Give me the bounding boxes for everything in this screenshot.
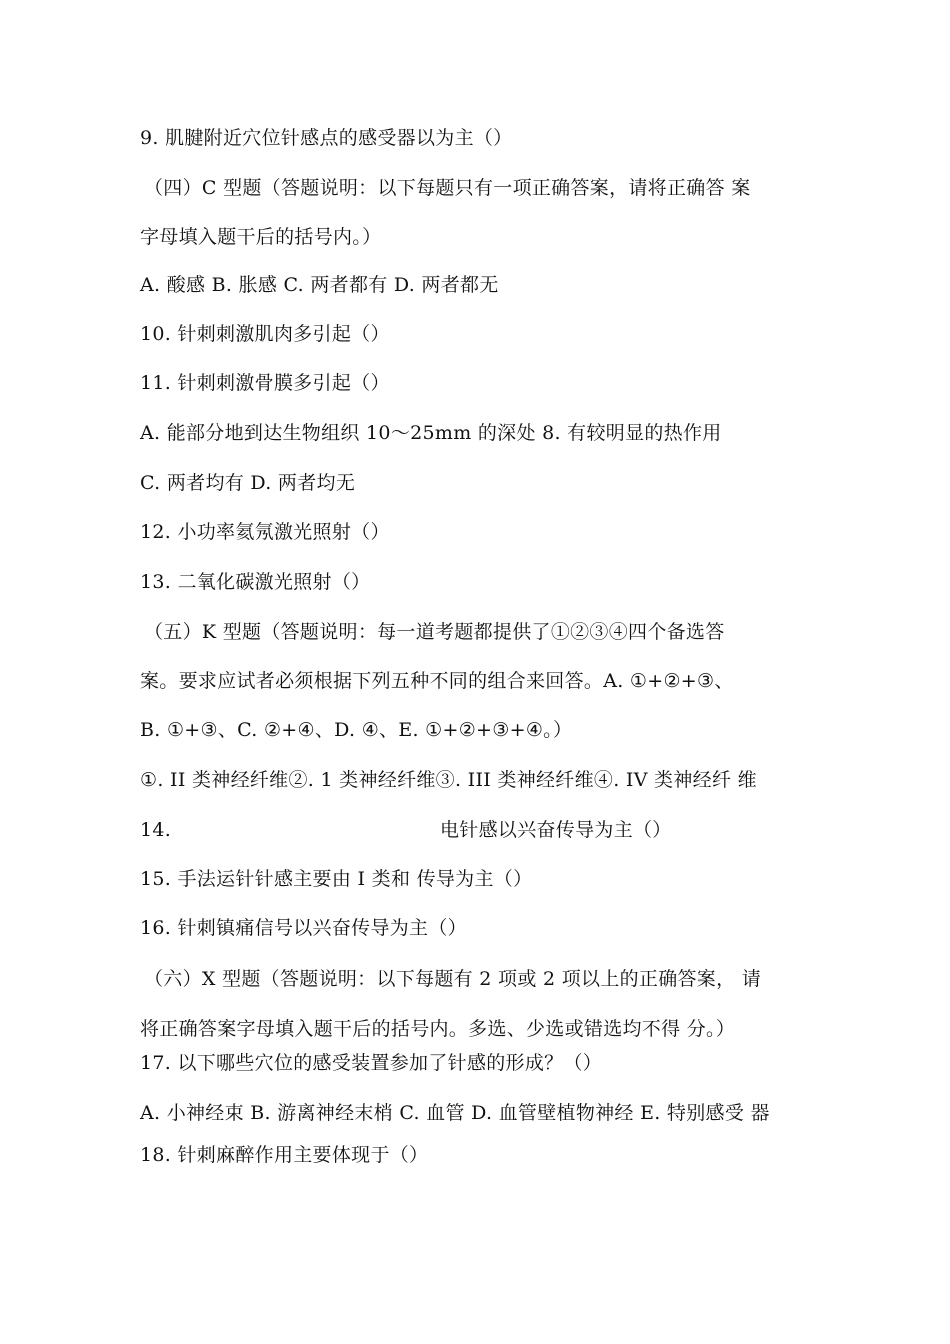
question-13: 13. 二氧化碳激光照射（） bbox=[140, 571, 371, 593]
section-x-instructions-line-1: （六）X 型题（答题说明：以下每题有 2 项或 2 项以上的正确答案， 请 bbox=[144, 968, 762, 990]
section-c-instructions-line-2: 字母填入题干后的括号内。） bbox=[140, 226, 382, 248]
options-k-group: ①. II 类神经纤维②. 1 类神经纤维③. III 类神经纤维④. IV 类神经纤 维 bbox=[140, 769, 757, 791]
section-k-instructions-line-2: 案。要求应试者必须根据下列五种不同的组合来回答。A. ①+②+③、 bbox=[140, 670, 734, 692]
question-10: 10. 针刺刺激肌肉多引起（） bbox=[140, 323, 390, 345]
question-15: 15. 手法运针针感主要由 I 类和 传导为主（） bbox=[140, 868, 533, 890]
options-c-group-2-line-1: A. 能部分地到达生物组织 10〜25mm 的深处 8. 有较明显的热作用 bbox=[140, 422, 722, 444]
options-x-group: A. 小神经束 B. 游离神经末梢 C. 血管 D. 血管壁植物神经 E. 特别感受 器 bbox=[140, 1102, 770, 1124]
question-18: 18. 针刺麻醉作用主要体现于（） bbox=[140, 1144, 429, 1166]
question-14-text: 电针感以兴奋传导为主（） bbox=[440, 819, 672, 841]
section-x-instructions-line-2: 将正确答案字母填入题干后的括号内。多选、少选或错选均不得 分。） bbox=[140, 1018, 736, 1040]
section-k-instructions-line-1: （五）K 型题（答题说明：每一道考题都提供了①②③④四个备选答 bbox=[144, 621, 725, 643]
section-k-instructions-line-3: B. ①+③、C. ②+④、D. ④、E. ①+②+③+④。） bbox=[140, 719, 573, 741]
question-9: 9. 肌腱附近穴位针感点的感受器以为主（） bbox=[140, 127, 513, 149]
question-12: 12. 小功率氦氖激光照射（） bbox=[140, 521, 390, 543]
question-17: 17. 以下哪些穴位的感受装置参加了针感的形成？（） bbox=[140, 1052, 603, 1074]
question-11: 11. 针刺刺激骨膜多引起（） bbox=[140, 372, 390, 394]
options-c-group-2-line-2: C. 两者均有 D. 两者均无 bbox=[140, 472, 356, 494]
section-c-instructions-line-1: （四）C 型题（答题说明：以下每题只有一项正确答案，请将正确答 案 bbox=[144, 177, 751, 199]
options-c-group-1: A. 酸感 B. 胀感 C. 两者都有 D. 两者都无 bbox=[140, 274, 499, 296]
question-14-number: 14. bbox=[140, 819, 172, 841]
question-16: 16. 针刺镇痛信号以兴奋传导为主（） bbox=[140, 917, 467, 939]
